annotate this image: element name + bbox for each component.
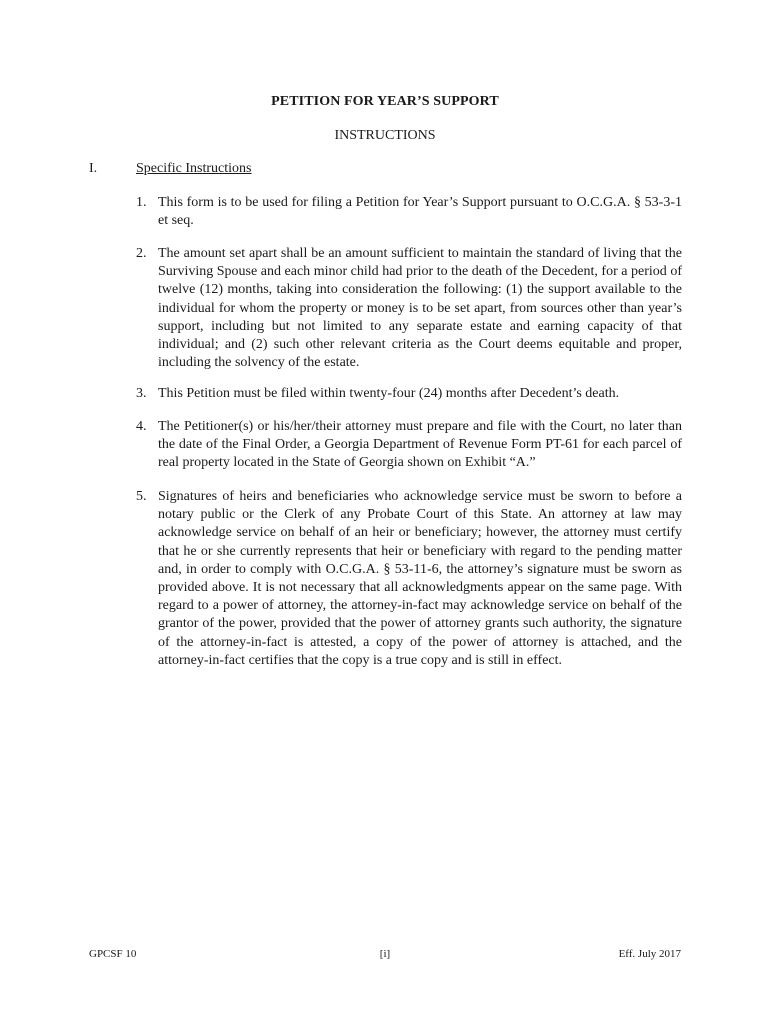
item-number: 5. — [136, 489, 147, 504]
footer-page-number: [i] — [379, 948, 391, 960]
item-text: The amount set apart shall be an amount sufficient to maintain the standard of living that the Surviving Spouse and each minor child had prior to the death of the Decedent, for a period of twelve (12) months, taking into consideration the following: (1) the support available to the individual for whom the property or money is to be set apart, from sources other than year’s support, including but not limited to any separate estate and earning capacity of that individual; and (2) such other relevant criteria as the Court deems equitable and proper, including the solvency of the estate. — [158, 246, 682, 371]
instruction-item — [136, 418, 682, 473]
footer-form-id: GPCSF 10 — [89, 948, 137, 960]
instruction-item — [136, 385, 682, 403]
item-number: 3. — [136, 386, 147, 401]
instruction-item — [136, 488, 682, 670]
page-subtitle: INSTRUCTIONS — [334, 128, 436, 143]
instruction-item — [136, 194, 682, 230]
page-title: PETITION FOR YEAR’S SUPPORT — [271, 94, 499, 109]
item-number: 2. — [136, 246, 147, 261]
footer-effective-date: Eff. July 2017 — [618, 948, 681, 960]
item-text: This form is to be used for filing a Petition for Year’s Support pursuant to O.C.G.A. § 53-3-1 et seq. — [158, 195, 682, 229]
section-title: Specific Instructions — [136, 161, 252, 176]
item-text: The Petitioner(s) or his/her/their attorney must prepare and file with the Court, no later than the date of the Final Order, a Georgia Department of Revenue Form PT-61 for each parcel of real property located in the State of Georgia shown on Exhibit “A.” — [158, 419, 682, 471]
instruction-item — [136, 245, 682, 372]
item-number: 1. — [136, 195, 147, 210]
section-number: I. — [89, 161, 98, 176]
item-text: This Petition must be filed within twenty-four (24) months after Decedent’s death. — [158, 386, 620, 401]
item-number: 4. — [136, 419, 147, 434]
item-text: Signatures of heirs and beneficiaries who acknowledge service must be sworn to before a notary public or the Clerk of any Probate Court of this State. An attorney at law may acknowledge service on behalf of an heir or beneficiary; however, the attorney must certify that he or she currently represents that heir or beneficiary with regard to the pending matter and, in order to comply with O.C.G.A. § 53-11-6, the attorney’s signature must be sworn as provided above. It is not necessary that all acknowledgments appear on the same page. With regard to a power of attorney, the attorney-in-fact may acknowledge service on behalf of the grantor of the power, provided that the power of attorney grants such authority, the signature of the attorney-in-fact is attested, a copy of the power of attorney is attached, and the attorney-in-fact certifies that the copy is a true copy and is still in effect. — [158, 489, 682, 668]
